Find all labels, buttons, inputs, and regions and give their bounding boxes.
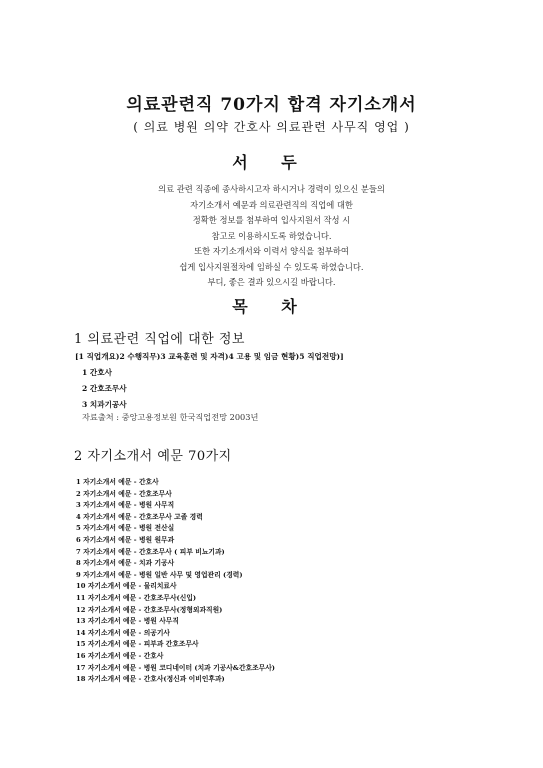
- example-item: 15 자기소개서 예문 - 피부과 간호조무사: [76, 640, 199, 649]
- occupation-list: [82, 365, 127, 413]
- example-item: 1 자기소개서 예문 - 간호사: [76, 478, 159, 486]
- example-item: 11 자기소개서 예문 - 간호조무사(신입): [76, 593, 197, 602]
- example-item: 12 자기소개서 예문 - 간호조무사(정형외과직원): [76, 605, 223, 614]
- document-title: 의료관련직 70가지 합격 자기소개서: [126, 95, 417, 115]
- preface-line: 또한 자기소개서와 이력서 양식을 첨부하여: [194, 246, 349, 256]
- occupation-item: 3 치과기공사: [82, 400, 127, 409]
- preface-line: 의료 관련 직종에 종사하시고자 하시거나 경력이 있으신 분들의: [158, 184, 385, 194]
- preface-heading: 서 두: [232, 153, 311, 172]
- example-item: 18 자기소개서 예문 - 간호사(정신과 이비인후과): [76, 675, 225, 684]
- example-item: 5 자기소개서 예문 - 병원 전산실: [76, 524, 175, 533]
- preface-text: [60, 182, 483, 291]
- example-item: 10 자기소개서 예문 - 물리치료사: [76, 582, 177, 591]
- example-item: 7 자기소개서 예문 - 간호조무사 ( 피부 비뇨기과): [76, 547, 225, 556]
- preface-line: 정확한 정보를 첨부하여 입사지원서 작성 시: [192, 215, 351, 225]
- section-1-title: 1 의료관련 직업에 대한 정보: [74, 332, 245, 347]
- example-item: 16 자기소개서 예문 - 간호사: [76, 651, 164, 660]
- example-item: 9 자기소개서 예문 - 병원 일반 사무 및 영업관리 (경력): [76, 570, 243, 579]
- example-item: 17 자기소개서 예문 - 병원 코디네이터 (치과 기공사&간호조무사): [76, 663, 275, 672]
- occupation-item: 2 간호조무사: [82, 384, 127, 393]
- preface-line: 부디, 좋은 결과 있으시길 바랍니다.: [207, 277, 336, 287]
- example-item: 14 자기소개서 예문 - 의공기사: [76, 628, 170, 637]
- source-note: 자료출처 : 중앙고용정보원 한국직업전망 2003년: [82, 412, 259, 422]
- occupation-item: 1 간호사: [82, 368, 112, 377]
- example-list: [76, 477, 275, 686]
- preface-line: 참고로 이용하시도록 하였습니다.: [211, 230, 332, 241]
- toc-heading: 목 차: [232, 297, 311, 316]
- example-item: 3 자기소개서 예문 - 병원 사무직: [76, 501, 175, 510]
- preface-line: 자기소개서 예문과 의료관련직의 직업에 대한: [190, 199, 353, 210]
- document-subtitle: ( 의료 병원 의약 간호사 의료관련 사무직 영업 ): [133, 120, 410, 134]
- example-item: 4 자기소개서 예문 - 간호조무사 고졸 경력: [76, 512, 203, 521]
- section-2-title: 2 자기소개서 예문 70가지: [74, 449, 232, 464]
- example-item: 13 자기소개서 예문 - 병원 사무직: [76, 617, 179, 626]
- preface-line: 쉽게 입사지원절차에 임하실 수 있도록 하였습니다.: [179, 261, 364, 272]
- example-item: 2 자기소개서 예문 - 간호조무사: [76, 489, 172, 498]
- example-item: 8 자기소개서 예문 - 치과 기공사: [76, 559, 175, 568]
- section-1-topics: [1 직업개요)2 수행직무)3 교육훈련 및 자격)4 고용 및 임금 현황)5 직업전망)]: [75, 352, 344, 361]
- example-item: 6 자기소개서 예문 - 병원 원무과: [76, 535, 175, 544]
